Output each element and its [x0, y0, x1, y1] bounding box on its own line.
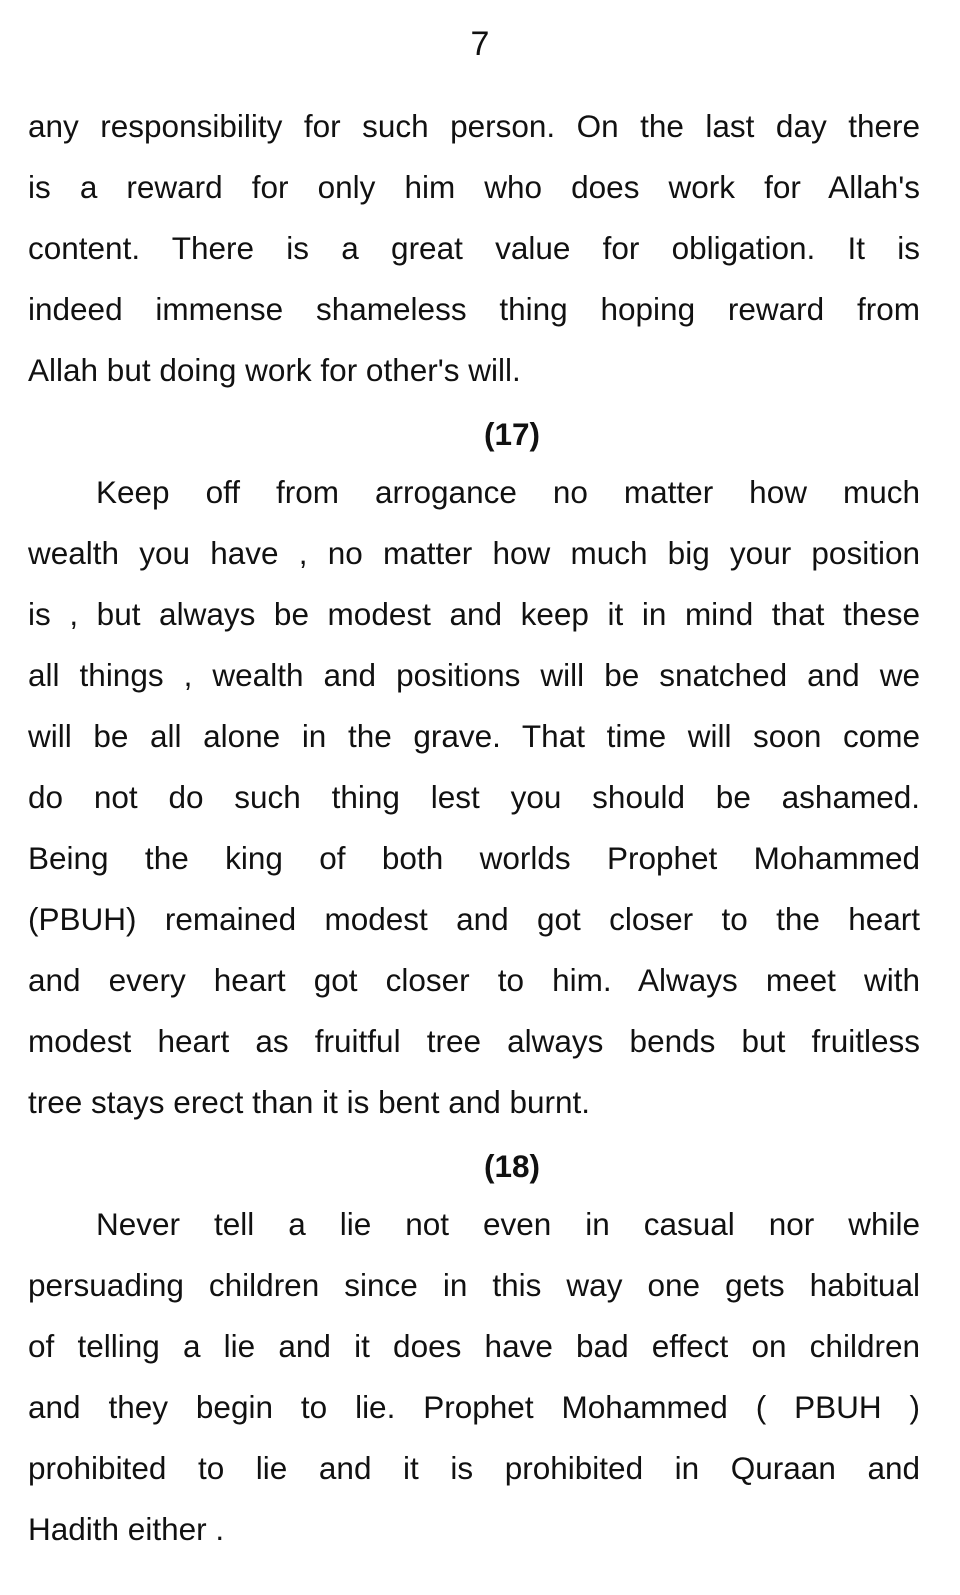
- page-number: 7: [470, 25, 490, 63]
- text-line: and they begin to lie. Prophet Mohammed ( PBUH ): [28, 1389, 920, 1425]
- text-line: any responsibility for such person. On the last day there: [28, 108, 920, 144]
- text-line: will be all alone in the grave. That time will soon come: [28, 718, 920, 754]
- text-line: and every heart got closer to him. Always meet with: [28, 962, 920, 998]
- text-line: Hadith either .: [28, 1511, 225, 1547]
- text-line: indeed immense shameless thing hoping reward from: [28, 291, 920, 327]
- text-line: of telling a lie and it does have bad effect on children: [28, 1328, 920, 1364]
- text-line: do not do such thing lest you should be ashamed.: [28, 779, 920, 815]
- text-line: content. There is a great value for obligation. It is: [28, 230, 920, 266]
- text-line: modest heart as fruitful tree always bends but fruitless: [28, 1023, 920, 1059]
- section-heading: (17): [483, 416, 541, 452]
- text-line: Keep off from arrogance no matter how much: [96, 474, 920, 510]
- section-heading: (18): [483, 1148, 541, 1184]
- text-line: prohibited to lie and it is prohibited in Quraan and: [28, 1450, 920, 1486]
- text-line: Allah but doing work for other's will.: [28, 352, 521, 388]
- text-line: wealth you have , no matter how much big your position: [28, 535, 920, 571]
- text-line: is a reward for only him who does work for Allah's: [28, 169, 920, 205]
- text-line: Never tell a lie not even in casual nor while: [96, 1206, 920, 1242]
- text-line: persuading children since in this way one gets habitual: [28, 1267, 920, 1303]
- text-line: is , but always be modest and keep it in mind that these: [28, 596, 920, 632]
- text-line: Being the king of both worlds Prophet Mohammed: [28, 840, 920, 876]
- text-line: (PBUH) remained modest and got closer to the heart: [28, 901, 920, 937]
- text-line: all things , wealth and positions will be snatched and we: [28, 657, 920, 693]
- text-line: tree stays erect than it is bent and burnt.: [28, 1084, 591, 1120]
